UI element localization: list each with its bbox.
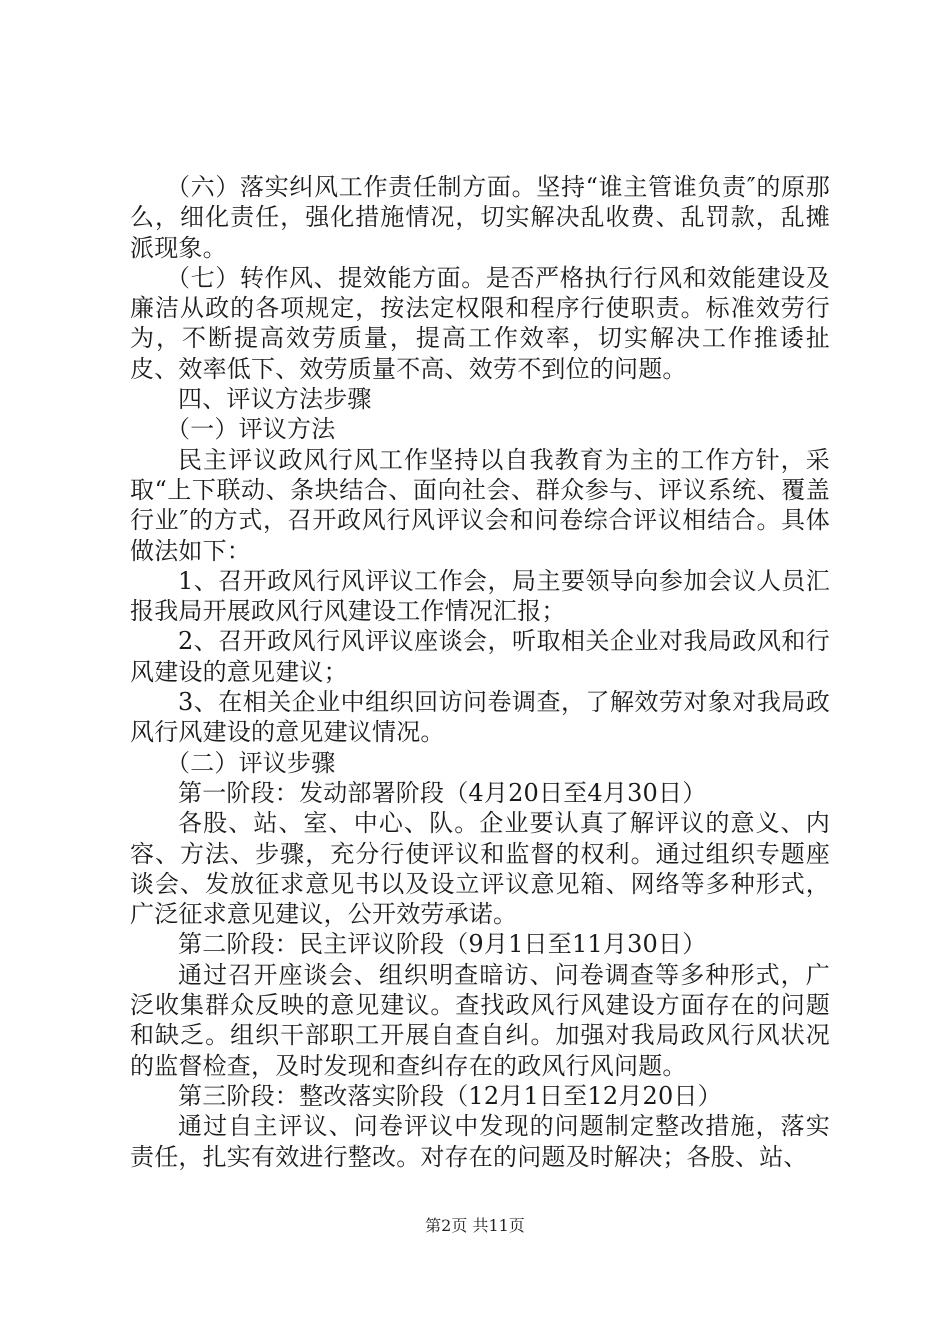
list-item-1: 1、召开政风行风评议工作会，局主要领导向参加会议人员汇报我局开展政风行风建设工作情况汇报； bbox=[130, 566, 830, 626]
stage-3-heading: 第三阶段：整改落实阶段（12月1日至12月20日） bbox=[178, 1081, 722, 1110]
subheading-evaluation-steps: （二）评议步骤 bbox=[166, 748, 336, 777]
paragraph-evaluation-method-body: 民主评议政风行风工作坚持以自我教育为主的工作方针，采取“上下联动、条块结合、面向社会、群众参与、评议系统、覆盖行业″的方式，召开政风行风评议会和问卷综合评议相结合。具体做法如下： bbox=[130, 445, 830, 565]
list-item-3: 3、在相关企业中组织回访问卷调查，了解效劳对象对我局政风行风建设的意见建议情况。 bbox=[130, 688, 830, 747]
page-number-footer: 第2页 共11页 bbox=[425, 1216, 525, 1235]
stage-2-body: 通过召开座谈会、组织明查暗访、问卷调查等多种形式，广泛收集群众反映的意见建议。查找政风行风建设方面存在的问题和缺乏。组织干部职工开展自查自纠。加强对我局政风行风状况的监督检查，及时发现和查纠存在的政风行风问题。 bbox=[130, 960, 830, 1080]
stage-3-body: 通过自主评议、问卷评议中发现的问题制定整改措施，落实责任，扎实有效进行整改。对存在的问题及时解决；各股、站、 bbox=[130, 1112, 830, 1171]
paragraph-section-7: （七）转作风、提效能方面。是否严格执行行风和效能建设及廉洁从政的各项规定，按法定权限和程序行使职责。标准效劳行为，不断提高效劳质量，提高工作效率，切实解决工作推诿扯皮、效率低下、效劳质量不高、效劳不到位的问题。 bbox=[130, 263, 830, 383]
heading-evaluation-methods-steps: 四、评议方法步骤 bbox=[178, 385, 372, 414]
stage-1-body: 各股、站、室、中心、队。企业要认真了解评议的意义、内容、方法、步骤，充分行使评议和监督的权利。通过组织专题座谈会、发放征求意见书以及设立评议意见箱、网络等多种形式，广泛征求意见建议，公开效劳承诺。 bbox=[130, 809, 830, 929]
stage-2-heading: 第二阶段：民主评议阶段（9月1日至11月30日） bbox=[178, 930, 707, 959]
stage-1-heading: 第一阶段：发动部署阶段（4月20日至4月30日） bbox=[178, 778, 707, 807]
subheading-evaluation-method: （一）评议方法 bbox=[166, 415, 336, 444]
list-item-2: 2、召开政风行风评议座谈会，听取相关企业对我局政风和行风建设的意见建议； bbox=[130, 627, 830, 686]
document-body bbox=[130, 172, 830, 1172]
paragraph-section-6: （六）落实纠风工作责任制方面。坚持“谁主管谁负责″的原那么，细化责任，强化措施情况，切实解决乱收费、乱罚款，乱摊派现象。 bbox=[130, 173, 830, 262]
